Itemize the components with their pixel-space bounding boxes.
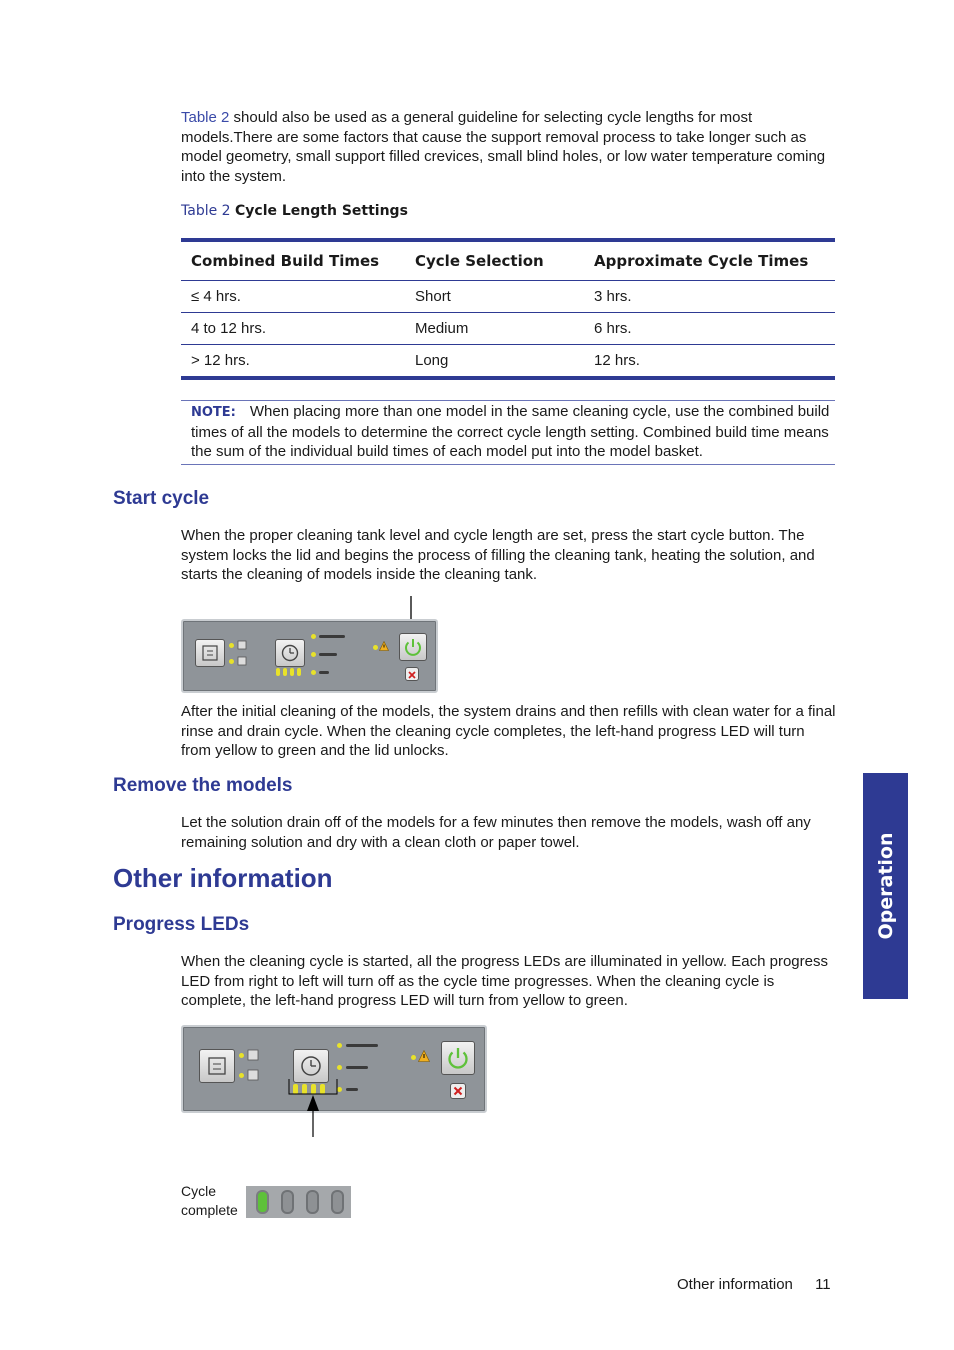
note-label: NOTE: bbox=[191, 405, 236, 420]
note-box bbox=[181, 400, 835, 465]
cycle-bar-medium bbox=[346, 1066, 368, 1069]
tank-level-button[interactable] bbox=[199, 1049, 235, 1083]
intro-paragraph bbox=[181, 108, 826, 186]
cycle-bar-short bbox=[319, 671, 329, 674]
tank-low-icon bbox=[247, 1069, 259, 1081]
table-caption-label: Table 2 bbox=[181, 203, 231, 219]
cycle-led bbox=[337, 1065, 342, 1070]
level-led bbox=[229, 659, 234, 664]
table-cell: > 12 hrs. bbox=[191, 352, 250, 369]
table-cell: ≤ 4 hrs. bbox=[191, 288, 241, 305]
table-header-cell: Approximate Cycle Times bbox=[594, 252, 809, 270]
level-led bbox=[239, 1073, 244, 1078]
warning-icon bbox=[379, 641, 389, 651]
page-number: 11 bbox=[815, 1276, 831, 1293]
table-caption bbox=[181, 203, 408, 219]
progress-led bbox=[276, 668, 280, 676]
progress-led-off bbox=[283, 1192, 292, 1212]
other-information-heading: Other information bbox=[113, 863, 333, 893]
warning-led bbox=[373, 645, 378, 650]
cycle-complete-leds bbox=[246, 1186, 351, 1218]
cycle-led bbox=[337, 1043, 342, 1048]
cycle-led bbox=[311, 634, 316, 639]
table-cell: 12 hrs. bbox=[594, 352, 640, 369]
level-led bbox=[229, 643, 234, 648]
rinse-paragraph: After the initial cleaning of the models, the system drains and then refills with clean water for a final rinse and drain cycle. When the cleaning cycle completes, the left-hand progress LED will turn from yellow to green and the lid unlocks. bbox=[181, 703, 836, 759]
progress-led bbox=[283, 668, 287, 676]
start-cycle-button[interactable] bbox=[399, 633, 427, 661]
section-side-tab bbox=[863, 773, 908, 999]
remove-models-heading: Remove the models bbox=[113, 775, 293, 796]
table-bottom-rule bbox=[181, 376, 835, 380]
cycle-bar-medium bbox=[319, 653, 337, 656]
start-cycle-paragraph: When the proper cleaning tank level and cycle length are set, press the start cycle button. The system locks the lid and begins the process of filling the cleaning tank, heating the solution, and starts the cleaning of models inside the cleaning tank. bbox=[181, 527, 815, 583]
table-cell: Medium bbox=[415, 320, 469, 337]
cycle-bar-short bbox=[346, 1088, 358, 1091]
table-row bbox=[181, 313, 835, 345]
level-led bbox=[239, 1053, 244, 1058]
progress-leds-paragraph: When the cleaning cycle is started, all the progress LEDs are illuminated in yellow. Each progress LED from right to left will turn off as the cycle time progresses. When the cleaning cycle is complete, the left-hand progress LED will turn from yellow to green. bbox=[181, 953, 828, 1009]
tank-full-icon bbox=[247, 1049, 259, 1061]
table-cell: 3 hrs. bbox=[594, 288, 632, 305]
progress-led-green bbox=[258, 1192, 267, 1212]
start-cycle-button[interactable] bbox=[441, 1041, 475, 1075]
table-cell: Long bbox=[415, 352, 449, 369]
table-row bbox=[181, 345, 835, 376]
cycle-complete-line1: Cycle bbox=[181, 1183, 217, 1199]
cancel-icon bbox=[451, 1084, 465, 1098]
tank-low-icon bbox=[237, 656, 247, 666]
cycle-length-table bbox=[181, 238, 835, 380]
tank-level-button[interactable] bbox=[195, 639, 225, 667]
start-cycle-heading: Start cycle bbox=[113, 488, 210, 509]
clock-icon bbox=[276, 640, 304, 666]
warning-led bbox=[411, 1055, 416, 1060]
cycle-bar-long bbox=[319, 635, 345, 638]
progress-leds-heading: Progress LEDs bbox=[113, 914, 250, 935]
progress-led bbox=[290, 668, 294, 676]
footer bbox=[677, 1276, 831, 1293]
cycle-length-button[interactable] bbox=[275, 639, 305, 667]
progress-leds-pointer bbox=[288, 1079, 338, 1139]
remove-models-paragraph: Let the solution drain off of the models for a few minutes then remove the models, wash off any remaining solution and dry with a clean cloth or paper towel. bbox=[181, 814, 811, 851]
cycle-led bbox=[311, 670, 316, 675]
cycle-bar-long bbox=[346, 1044, 378, 1047]
control-panel bbox=[181, 619, 438, 693]
tank-full-icon bbox=[237, 640, 247, 650]
table-cell: 6 hrs. bbox=[594, 320, 632, 337]
cycle-led bbox=[311, 652, 316, 657]
progress-led-off bbox=[333, 1192, 342, 1212]
table-row bbox=[181, 281, 835, 313]
warning-icon bbox=[418, 1050, 430, 1062]
cycle-length-button[interactable] bbox=[293, 1049, 329, 1083]
cancel-button[interactable] bbox=[450, 1083, 466, 1099]
table-header-cell: Cycle Selection bbox=[415, 252, 544, 270]
table-2-link[interactable]: Table 2 bbox=[181, 109, 230, 126]
table-cell: 4 to 12 hrs. bbox=[191, 320, 267, 337]
tank-icon bbox=[196, 640, 224, 666]
cancel-button[interactable] bbox=[405, 667, 419, 681]
note-text: When placing more than one model in the same cleaning cycle, use the combined build times of all the models to determine the correct cycle length setting. Combined build time means the sum of the individual build times of each model put into the model basket. bbox=[191, 403, 830, 460]
cancel-icon bbox=[406, 669, 418, 681]
power-icon bbox=[400, 634, 426, 660]
progress-led bbox=[297, 668, 301, 676]
table-header-cell: Combined Build Times bbox=[191, 252, 380, 270]
footer-section: Other information bbox=[677, 1276, 793, 1293]
side-tab-label: Operation bbox=[874, 832, 897, 940]
table-caption-title: Cycle Length Settings bbox=[235, 203, 408, 219]
progress-led-off bbox=[308, 1192, 317, 1212]
intro-text: should also be used as a general guideline for selecting cycle lengths for most models.There are some factors that cause the support removal process to take longer such as model geometry, small support filled crevices, small blind holes, or low water temperature coming into the system. bbox=[181, 109, 826, 185]
tank-icon bbox=[200, 1050, 234, 1082]
table-header-row bbox=[181, 242, 835, 281]
power-icon bbox=[442, 1042, 474, 1074]
cycle-complete-label bbox=[181, 1182, 238, 1220]
clock-icon bbox=[294, 1050, 328, 1082]
table-cell: Short bbox=[415, 288, 451, 305]
cycle-complete-line2: complete bbox=[181, 1202, 238, 1218]
